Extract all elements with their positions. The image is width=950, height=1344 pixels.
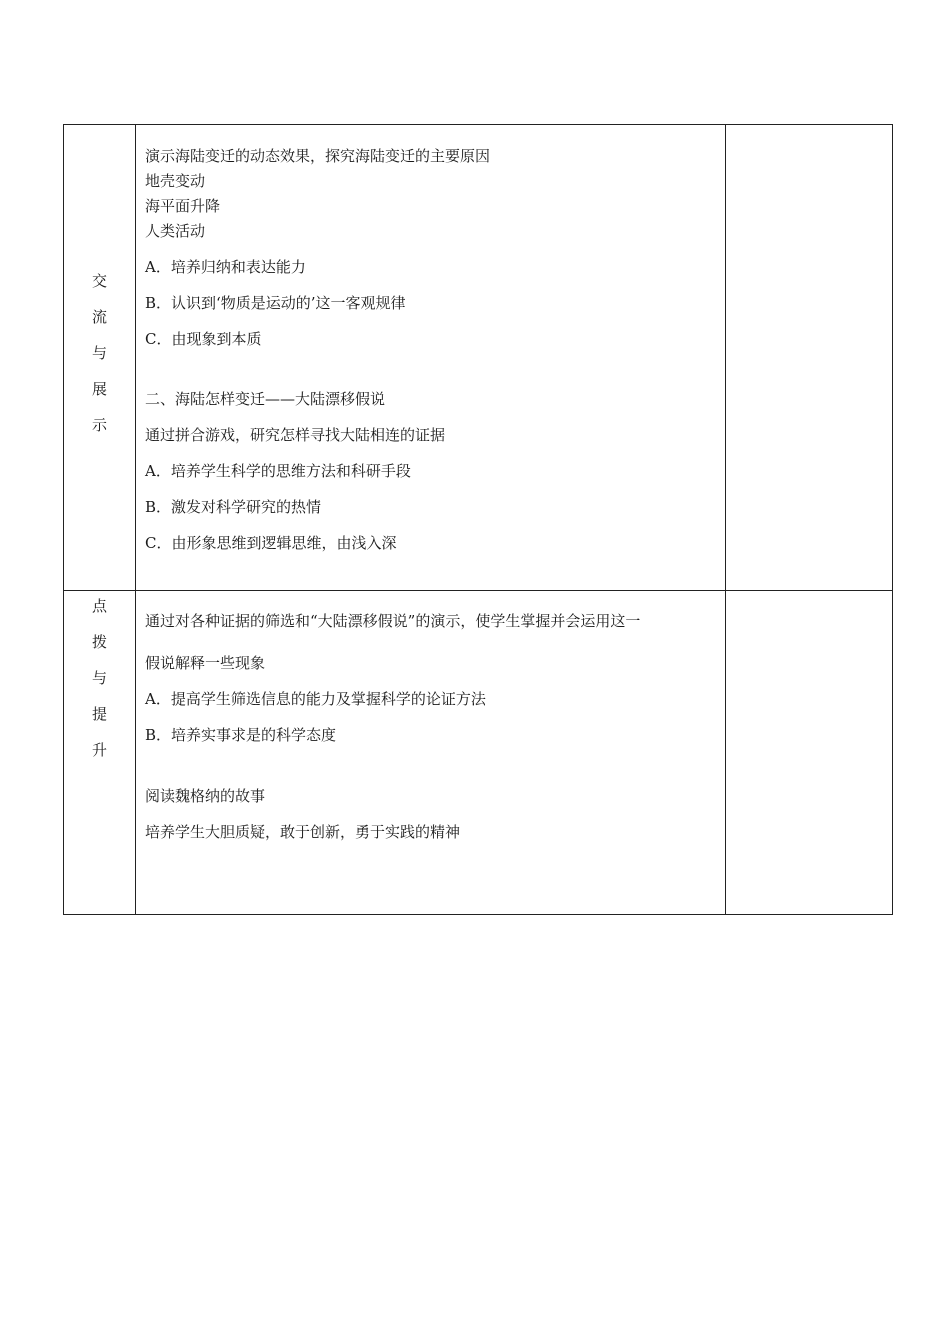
content-line: C．由形象思维到逻辑思维，由浅入深: [145, 534, 397, 552]
label-char: 与: [91, 344, 107, 362]
label-char: 与: [91, 669, 107, 687]
content-line: B．认识到‘物质是运动的’这一客观规律: [145, 294, 406, 312]
label-char: 展: [91, 380, 107, 398]
label-char: 升: [91, 741, 107, 759]
content-line: 通过拼合游戏，研究怎样寻找大陆相连的证据: [145, 426, 446, 444]
section-content-cell: [136, 125, 726, 591]
label-char: 拨: [91, 633, 107, 651]
content-line: 海平面升降: [145, 197, 221, 215]
content-line: 假说解释一些现象: [145, 654, 266, 672]
content-line: 阅读魏格纳的故事: [145, 787, 266, 805]
label-char: 提: [91, 705, 107, 723]
table-row-exchange: [64, 125, 893, 591]
content-line: B．培养实事求是的科学态度: [145, 726, 337, 744]
section-label-cell: [64, 591, 136, 915]
content-line: A．培养学生科学的思维方法和科研手段: [145, 462, 411, 480]
content-line: 培养学生大胆质疑，敢于创新，勇于实践的精神: [145, 823, 461, 841]
content-line: 人类活动: [145, 222, 206, 240]
content-line: B．激发对科学研究的热情: [145, 498, 322, 516]
label-char: 交: [91, 272, 107, 290]
content-line: 地壳变动: [145, 172, 206, 190]
content-line: A．提高学生筛选信息的能力及掌握科学的论证方法: [145, 690, 486, 708]
section-label-exchange: [64, 263, 135, 443]
table-row-guidance: [64, 591, 893, 915]
section-label-guidance: [64, 588, 135, 768]
section-label-cell: [64, 125, 136, 591]
content-line: C．由现象到本质: [145, 330, 262, 348]
notes-cell: [726, 125, 893, 591]
label-char: 示: [91, 416, 107, 434]
lesson-plan-table: [63, 124, 893, 915]
content-line: A．培养归纳和表达能力: [145, 258, 306, 276]
content-line: 通过对各种证据的筛选和“大陆漂移假说”的演示，使学生掌握并会运用这一: [145, 612, 641, 630]
section-content-cell: [136, 591, 726, 915]
label-char: 点: [91, 597, 107, 615]
section-heading: 二、海陆怎样变迁——大陆漂移假说: [145, 390, 386, 408]
notes-cell: [726, 591, 893, 915]
label-char: 流: [91, 308, 107, 326]
content-line: 演示海陆变迁的动态效果，探究海陆变迁的主要原因: [145, 147, 491, 165]
